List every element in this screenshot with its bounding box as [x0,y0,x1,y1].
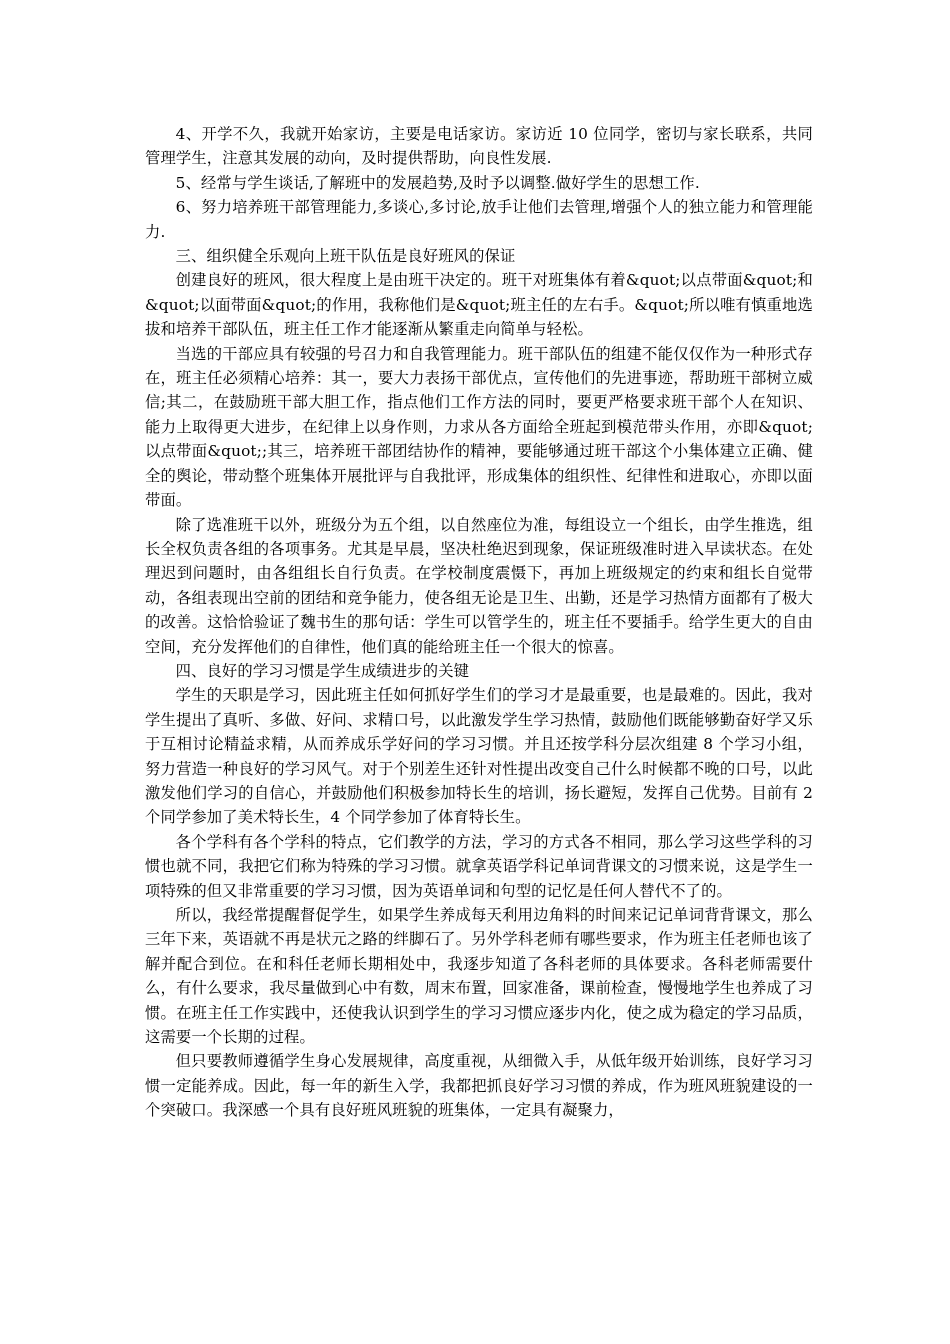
paragraph-item-6: 6、努力培养班干部管理能力,多谈心,多讨论,放手让他们去管理,增强个人的独立能力和管理能力. [145,198,813,241]
paragraph-conclusion: 但只要教师遵循学生身心发展规律，高度重视，从细微入手，从低年级开始训练，良好学习习惯一定能养成。因此，每一年的新生入学，我都把抓良好学习习惯的养成，作为班风班貌建设的一个突破口。我深感一个具有良好班风班貌的班集体，一定具有凝聚力， [145,1052,813,1120]
paragraph-subject-habits: 各个学科有各个学科的特点，它们教学的方法，学习的方式各不相同，那么学习这些学科的习惯也就不同，我把它们称为特殊的学习习惯。就拿英语学科记单词背课文的习惯来说，这是学生一项特殊的但又非常重要的学习习惯，因为英语单词和句型的记忆是任何人替代不了的。 [145,832,813,900]
paragraph-groups: 除了选准班干以外，班级分为五个组，以自然座位为准，每组设立一个组长，由学生推选，组长全权负责各组的各项事务。尤其是早晨，坚决杜绝迟到现象，保证班级准时进入早读状态。在处理迟到问题时，由各组组长自行负责。在学校制度震慑下，再加上班级规定的约束和组长自觉带动，各组表现出空前的团结和竞争能力，使各组无论是卫生、出勤，还是学习热情方面都有了极大的改善。这恰恰验证了魏书生的那句话：学生可以管学生的，班主任不要插手。给学生更大的自由空间，充分发挥他们的自律性，他们真的能给班主任一个很大的惊喜。 [145,515,813,656]
section-heading-4: 四、良好的学习习惯是学生成绩进步的关键 [175,661,470,680]
section-heading-3: 三、组织健全乐观向上班干队伍是良好班风的保证 [175,247,516,266]
paragraph-item-5: 5、经常与学生谈话,了解班中的发展趋势,及时予以调整.做好学生的思想工作. [175,173,700,192]
paragraph-leader-training: 当选的干部应具有较强的号召力和自我管理能力。班干部队伍的组建不能仅仅作为一种形式存在，班主任必须精心培养：其一，要大力表扬干部优点，宣传他们的先进事迹，帮助班干部树立威信;其二，在鼓励班干部大胆工作，指点他们工作方法的同时，要更严格要求班干部个人在知识、能力上取得更大进步，在纪律上以身作则，力求从各方面给全班起到模范带头作用，亦即&quot;以点带面&quot;;其三，培养班干部团结协作的精神，要能够通过班干部这个小集体建立正确、健全的舆论，带动整个班集体开展批评与自我批评，形成集体的组织性、纪律性和进取心，亦即以面带面。 [145,344,813,510]
paragraph-class-leaders: 创建良好的班风，很大程度上是由班干决定的。班干对班集体有着&quot;以点带面&quot;和&quot;以面带面&quot;的作用，我称他们是&quot;班主任的左右手。&quot;所以唯有慎重地选拔和培养干部队伍，班主任工作才能逐渐从繁重走向简单与轻松。 [145,271,813,339]
paragraph-supervision: 所以，我经常提醒督促学生，如果学生养成每天利用边角料的时间来记记单词背背课文，那么三年下来，英语就不再是状元之路的绊脚石了。另外学科老师有哪些要求，作为班主任老师也该了解并配合到位。在和科任老师长期相处中，我逐步知道了各科老师的具体要求。各科老师需要什么，有什么要求，我尽量做到心中有数，周末布置，回家准备，课前检查，慢慢地学生也养成了习惯。在班主任工作实践中，还使我认识到学生的学习习惯应逐步内化，使之成为稳定的学习品质，这需要一个长期的过程。 [145,906,813,1047]
document-body [145,122,813,1123]
paragraph-item-4: 4、开学不久，我就开始家访，主要是电话家访。家访近 10 位同学，密切与家长联系，共同管理学生，注意其发展的动向，及时提供帮助，向良性发展. [145,125,813,168]
paragraph-study-habits: 学生的天职是学习，因此班主任如何抓好学生们的学习才是最重要，也是最难的。因此，我对学生提出了真听、多做、好问、求精口号，以此激发学生学习热情，鼓励他们既能够勤奋好学又乐于互相讨论精益求精，从而养成乐学好问的学习习惯。并且还按学科分层次组建 8 个学习小组，努力营造一种良好的学习风气。对于个别差生还针对性提出改变自己什么时候都不晚的口号，以此激发他们学习的自信心，并鼓励他们积极参加特长生的培训，扬长避短，发挥自己优势。目前有 2 个同学参加了美术特长生，4 个同学参加了体育特长生。 [145,686,813,827]
